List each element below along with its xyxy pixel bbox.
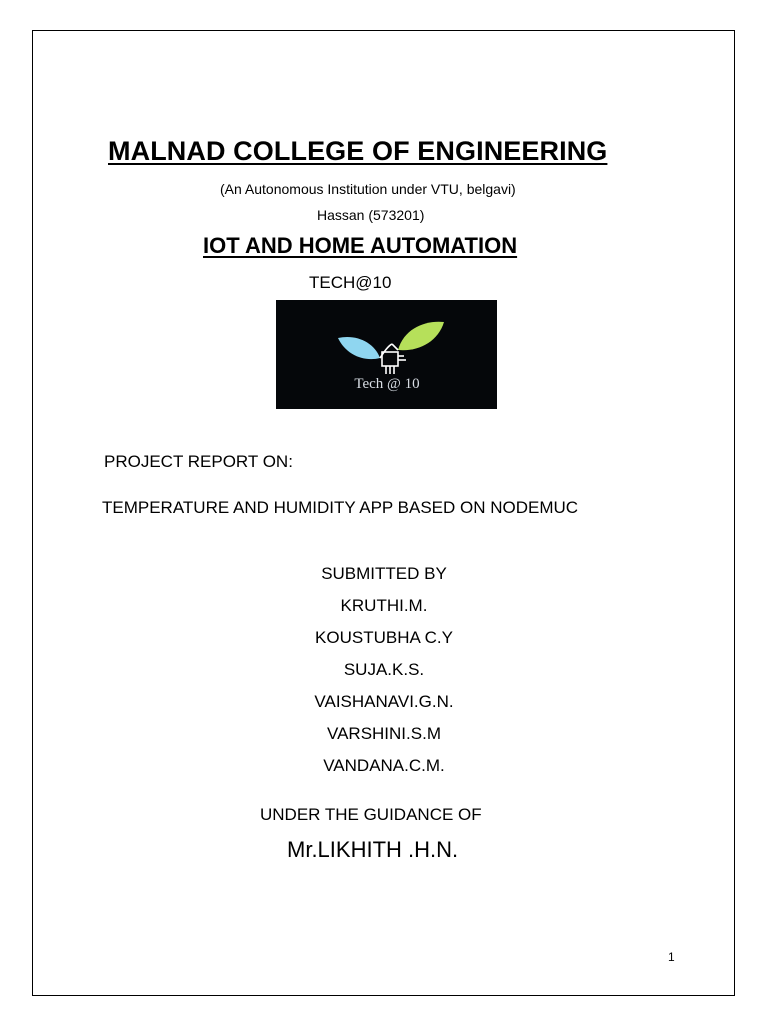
right-leaf-icon [398, 322, 444, 351]
page-number: 1 [668, 950, 675, 964]
member-name: VANDANA.C.M. [323, 756, 445, 775]
location-text: Hassan (573201) [317, 207, 425, 223]
report-label: PROJECT REPORT ON: [104, 452, 293, 471]
affiliation-text: (An Autonomous Institution under VTU, belgavi) [220, 181, 516, 197]
member-name: KOUSTUBHA C.Y [315, 628, 453, 647]
guidance-label: UNDER THE GUIDANCE OF [260, 805, 482, 824]
submitted-by-label: SUBMITTED BY [321, 564, 447, 583]
left-leaf-icon [338, 337, 380, 359]
project-title: TEMPERATURE AND HUMIDITY APP BASED ON NODEMUC [102, 498, 579, 517]
team-logo [276, 300, 497, 409]
member-name: VARSHINI.S.M [327, 724, 441, 743]
college-title: MALNAD COLLEGE OF ENGINEERING [108, 136, 608, 166]
team-name: TECH@10 [309, 273, 392, 292]
member-name: VAISHANAVI.G.N. [314, 692, 454, 711]
submitted-by-section [0, 563, 768, 787]
logo-text: Tech @ 10 [354, 376, 420, 392]
member-name: SUJA.K.S. [343, 660, 425, 679]
member-name: KRUTHI.M. [340, 596, 428, 615]
department-title: IOT AND HOME AUTOMATION [203, 233, 518, 258]
guide-name: Mr.LIKHITH .H.N. [287, 837, 459, 862]
